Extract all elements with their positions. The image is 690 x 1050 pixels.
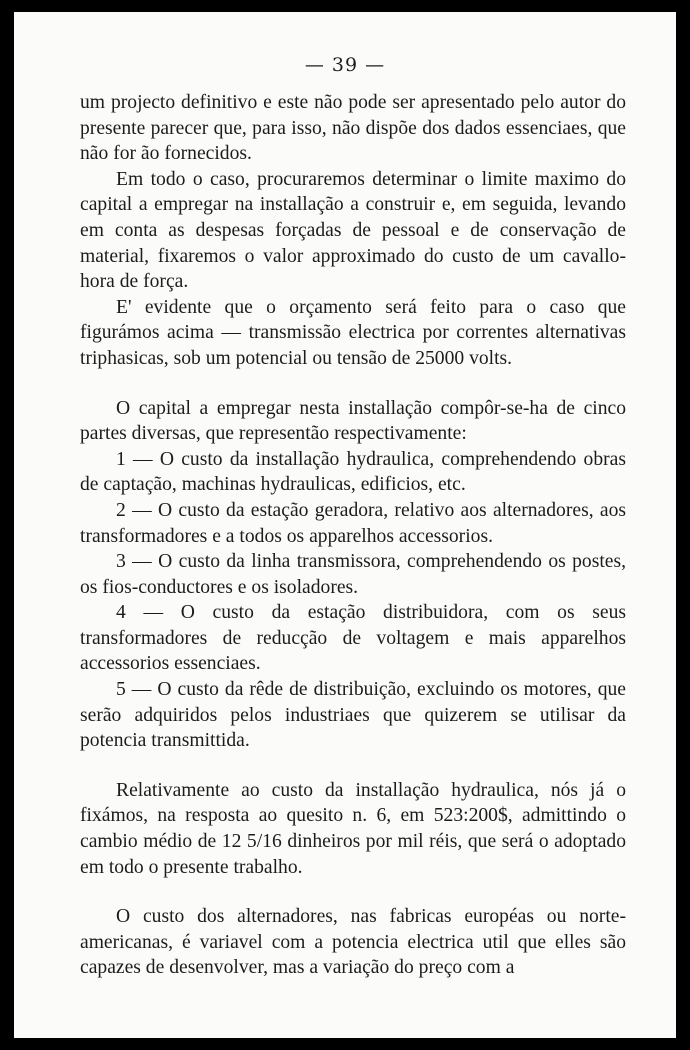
- paragraph: O custo dos alternadores, nas fabricas européas ou norte-americanas, é variavel com a potencia electrica util que elles são capazes de desenvolver, mas a variação do preço com a: [80, 906, 626, 979]
- page-number: — 39 —: [304, 54, 386, 76]
- paragraph: E' evidente que o orçamento será feito para o caso que figurámos acima — transmissão electrica por correntes alternativas triphasicas, sob um potencial ou tensão de 25000 volts.: [80, 296, 626, 369]
- list-item: 2 — O custo da estação geradora, relativo aos alternadores, aos transformadores e a todos os apparelhos accessorios.: [80, 499, 626, 547]
- paragraph: Em todo o caso, procuraremos determinar o limite maximo do capital a empregar na installação a construir e, em seguida, levando em conta as despesas forçadas de pessoal e de conservação de material, fixaremos o valor approximado do custo de um cavallo-hora de força.: [80, 168, 626, 293]
- paragraph: um projecto definitivo e este não pode ser apresentado pelo autor do presente parecer que, para isso, não dispõe dos dados essenciaes, que não for ão fornecidos.: [80, 92, 626, 165]
- list-item: 3 — O custo da linha transmissora, comprehendendo os postes, os fios-conductores e os isoladores.: [80, 551, 626, 598]
- list-item: 5 — O custo da rêde de distribuição, excluindo os motores, que serão adquiridos pelos industriaes que quizerem se utilisar da potencia transmittida.: [80, 679, 626, 752]
- list-item: 4 — O custo da estação distribuidora, com os seus transformadores de reducção de voltagem e mais apparelhos accessorios essenciaes.: [80, 602, 626, 675]
- list-item: 1 — O custo da installação hydraulica, comprehendendo obras de captação, machinas hydraulicas, edificios, etc.: [80, 448, 626, 496]
- body-text: [80, 90, 626, 981]
- paragraph: O capital a empregar nesta installação compôr-se-ha de cinco partes diversas, que representão respectivamente:: [80, 397, 626, 445]
- document-page: [14, 12, 676, 1038]
- paragraph: Relativamente ao custo da installação hydraulica, nós já o fixámos, na resposta ao quesito n. 6, em 523:200$, admittindo o cambio médio de 12 5/16 dinheiros por mil réis, que será o adoptado em todo o presente trabalho.: [80, 779, 626, 878]
